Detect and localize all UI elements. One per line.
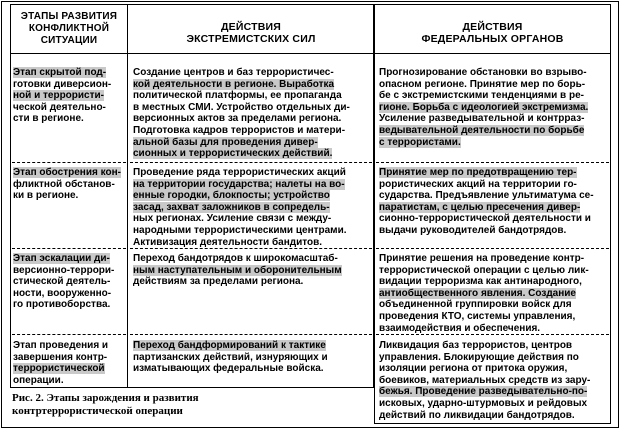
- federal-cell-1: Прогнозирование обстановки во взрыво- опасном регионе. Принятие мер по борь- бе с экстремистскими тенденциями в ре- гионе. Борьба с идеологией экстремизма. Усиление разведывательной и контрраз- ведывательной деятельности по борьбе с террористами.: [379, 67, 589, 148]
- row-separator: [130, 162, 372, 163]
- extremist-header: ДЕЙСТВИЯ ЭКСТРЕМИСТСКИХ СИЛ: [186, 21, 316, 45]
- federal-cell-3: Принятие решения на проведение контр- террористической операции с целью лик- видации терроризма как антинародного, антиобщественного явления. Создание объединенной группировки войск для проведения КТО, системы управления, взаимодействия и обеспечения.: [379, 253, 589, 334]
- stages-header: ЭТАПЫ РАЗВИТИЯ КОНФЛИКТНОЙ СИТУАЦИИ: [20, 11, 118, 46]
- stage-cell-3: Этап эскалации ди- версионно-террори- стической деятель- ности, вооруженно- го противоборства.: [13, 253, 115, 311]
- row-separator: [130, 248, 372, 249]
- stage-cell-1: Этап скрытой под- готовки диверсион- ной и террористи- ческой деятельно- сти в регионе.: [13, 67, 112, 125]
- extremist-cell-2: Проведение ряда террористических акций на территории государства; налеты на во- енные городки, блокпосты; устройство засад, захват заложников в сопредель- ных регионах. Усиление связи с между- народными террористическими центрами. Активизация деятельности бандитов.: [133, 167, 347, 248]
- stage-cell-2: Этап обострения кон- фликтной обстанов- ки в регионе.: [13, 167, 121, 202]
- row-separator: [376, 162, 609, 163]
- extremist-cell-3: Переход бандотрядов к широкомасштаб- ным наступательным и оборонительным действиям за пределами региона.: [133, 253, 342, 288]
- federal-cell-4: Ликвидация баз террористов, центров управления. Блокирующие действия по изоляции региона от притока оружия, боевиков, материальных средств из зару- бежья. Проведение разведывательно-по- исковых, ударно-штурмовых и рейдовых действий по ликвидации бандотрядов.: [379, 340, 591, 421]
- federal-cell-2: Принятие мер по предотвращению тер- рористических акций на территории го- сударства. Предъявление ультиматума се- паратистам, с целью пресечения дивер- сионно-террористической деятельности и выдачи руководителей бандотрядов.: [379, 167, 594, 236]
- row-separator: [12, 162, 126, 163]
- stage-cell-4: Этап проведения и завершения контр- террористической операции.: [13, 340, 109, 386]
- extremist-cell-1: Создание центров и баз террористичес- кой деятельности в регионе. Выработка политической платформы, ее пропаганда в местных СМИ. Устройство отдельных ди- версионных актов за пределами региона. Подготовка кадров террористов и матери- альной базы для проведения дивер- сионных и террористических действий.: [133, 67, 350, 160]
- row-separator: [376, 334, 609, 335]
- row-separator: [130, 334, 372, 335]
- federal-header: ДЕЙСТВИЯ ФЕДЕРАЛЬНЫХ ОРГАНОВ: [421, 21, 564, 45]
- row-separator: [376, 248, 609, 249]
- row-separator: [12, 248, 126, 249]
- figure-caption: Рис. 2. Этапы зарождения и развития контртеррористической операции: [12, 392, 199, 417]
- row-separator: [12, 334, 126, 335]
- extremist-cell-4: Переход бандформирований к тактике партизанских действий, изнуряющих и изматывающих федеральные войска.: [133, 340, 328, 375]
